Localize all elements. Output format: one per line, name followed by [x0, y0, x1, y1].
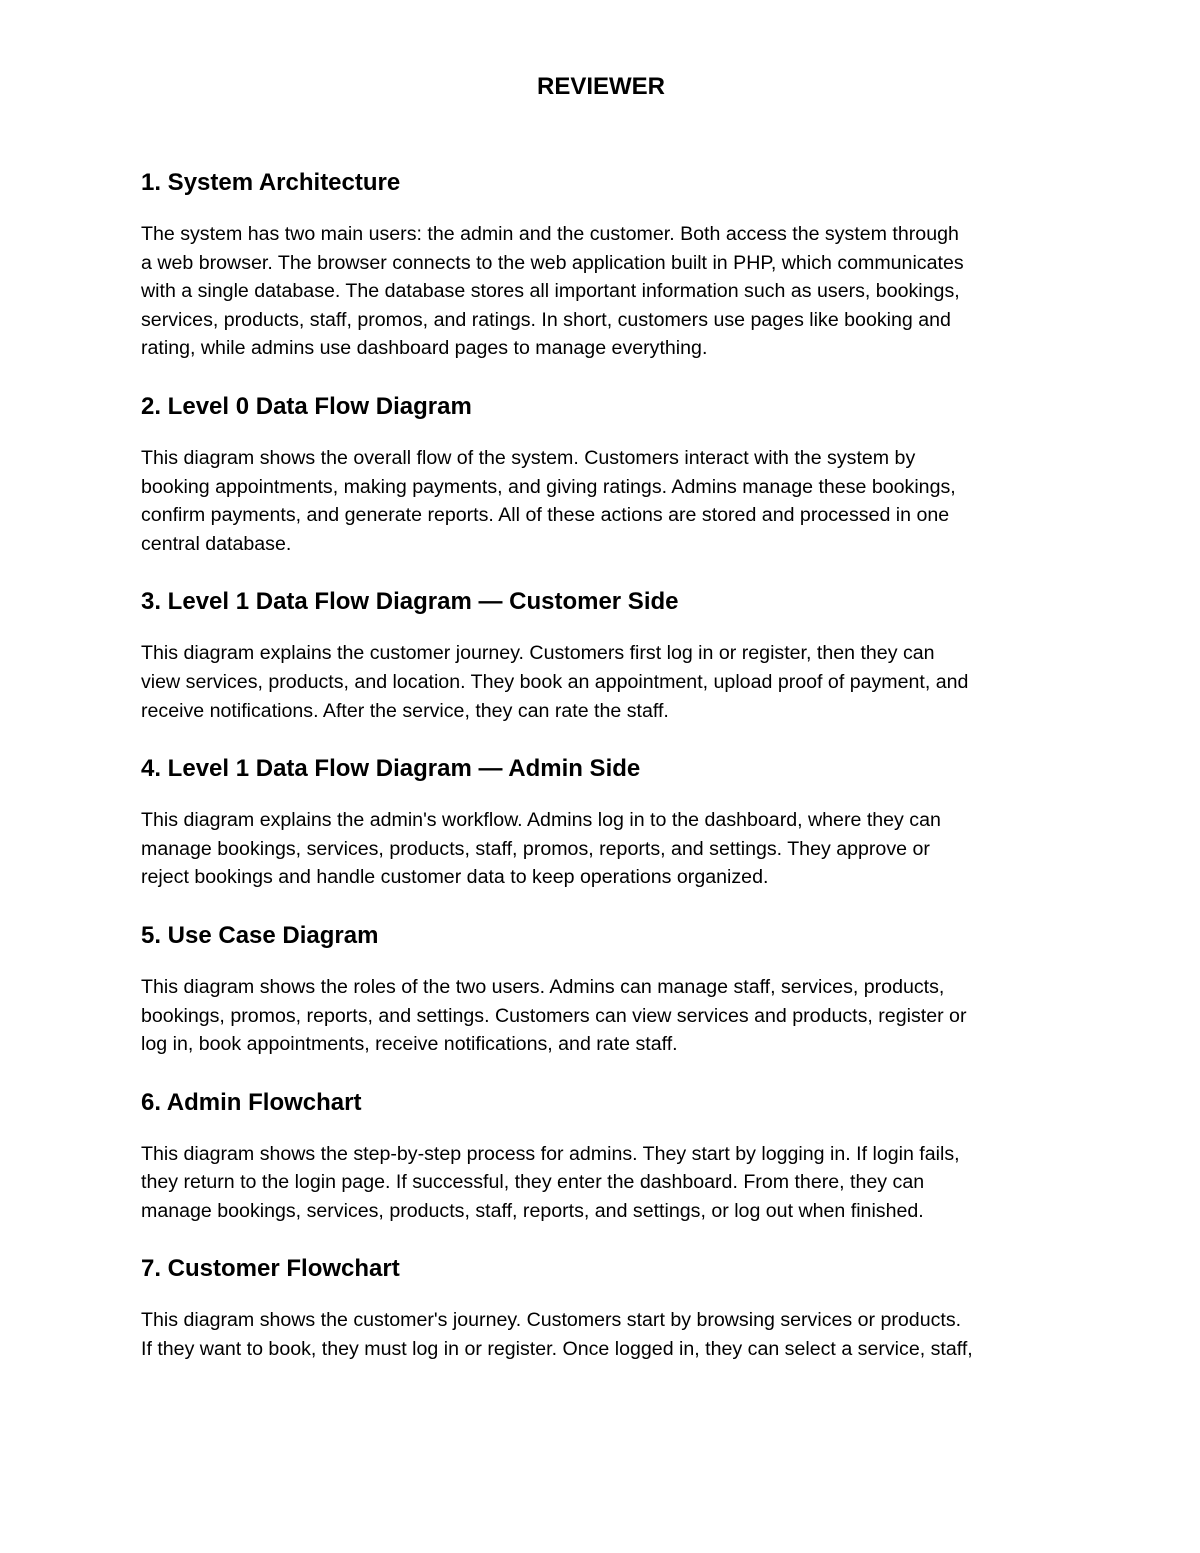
paragraph-line: This diagram shows the customer's journey. Customers start by browsing services or products. — [141, 1309, 962, 1332]
paragraph-line: manage bookings, services, products, staff, promos, reports, and settings. They approve or — [141, 837, 930, 860]
paragraph-line: rating, while admins use dashboard pages to manage everything. — [141, 337, 708, 360]
paragraph-line: they return to the login page. If successful, they enter the dashboard. From there, they can — [141, 1171, 925, 1194]
paragraph-line: booking appointments, making payments, and giving ratings. Admins manage these bookings, — [141, 475, 956, 498]
section-system-architecture — [141, 166, 1061, 363]
section-heading: 6. Admin Flowchart — [141, 1088, 362, 1116]
section-level-1-dfd-admin — [141, 752, 1061, 892]
paragraph-line: This diagram explains the customer journey. Customers first log in or register, then they can — [141, 642, 935, 665]
paragraph-line: This diagram shows the roles of the two users. Admins can manage staff, services, products, — [141, 975, 945, 998]
section-heading: 5. Use Case Diagram — [141, 921, 379, 949]
section-level-0-dfd — [141, 390, 1061, 558]
section-paragraph — [141, 973, 1061, 1059]
paragraph-line: confirm payments, and generate reports. All of these actions are stored and processed in one — [141, 504, 950, 527]
paragraph-line: The system has two main users: the admin and the customer. Both access the system through — [141, 223, 959, 245]
document-title: REVIEWER — [536, 73, 665, 100]
section-paragraph — [141, 1306, 1061, 1363]
paragraph-line: central database. — [141, 532, 292, 555]
section-admin-flowchart — [141, 1086, 1061, 1226]
section-paragraph — [141, 444, 1061, 558]
section-use-case-diagram — [141, 919, 1061, 1059]
paragraph-line: bookings, promos, reports, and settings. Customers can view services and products, register or — [141, 1004, 967, 1027]
paragraph-line: This diagram shows the step-by-step process for admins. They start by logging in. If login fails, — [141, 1142, 960, 1165]
section-paragraph — [141, 1140, 1061, 1226]
section-paragraph — [141, 220, 1061, 363]
paragraph-line: with a single database. The database stores all important information such as users, bookings, — [141, 280, 960, 303]
section-paragraph — [141, 639, 1061, 725]
paragraph-line: If they want to book, they must log in or register. Once logged in, they can select a service, staff, — [141, 1338, 973, 1361]
paragraph-line: This diagram shows the overall flow of the system. Customers interact with the system by — [141, 446, 916, 469]
paragraph-line: log in, book appointments, receive notifications, and rate staff. — [141, 1033, 678, 1056]
section-heading: 3. Level 1 Data Flow Diagram — Customer Side — [141, 588, 679, 616]
section-heading: 4. Level 1 Data Flow Diagram — Admin Side — [141, 755, 641, 783]
paragraph-line: a web browser. The browser connects to the web application built in PHP, which communicates — [141, 251, 964, 274]
paragraph-line: services, products, staff, promos, and ratings. In short, customers use pages like booking and — [141, 308, 951, 331]
section-paragraph — [141, 806, 1061, 892]
paragraph-line: receive notifications. After the service, they can rate the staff. — [141, 699, 669, 722]
paragraph-line: view services, products, and location. They book an appointment, upload proof of payment, and — [141, 670, 969, 693]
document-page — [141, 70, 1061, 1364]
paragraph-line: reject bookings and handle customer data to keep operations organized. — [141, 866, 769, 889]
section-heading: 2. Level 0 Data Flow Diagram — [141, 392, 472, 420]
section-customer-flowchart — [141, 1252, 1061, 1363]
paragraph-line: manage bookings, services, products, staff, reports, and settings, or log out when finished. — [141, 1199, 924, 1222]
section-heading: 1. System Architecture — [141, 169, 401, 196]
section-heading: 7. Customer Flowchart — [141, 1255, 400, 1283]
paragraph-line: This diagram explains the admin's workflow. Admins log in to the dashboard, where they can — [141, 809, 941, 832]
section-level-1-dfd-customer — [141, 585, 1061, 725]
